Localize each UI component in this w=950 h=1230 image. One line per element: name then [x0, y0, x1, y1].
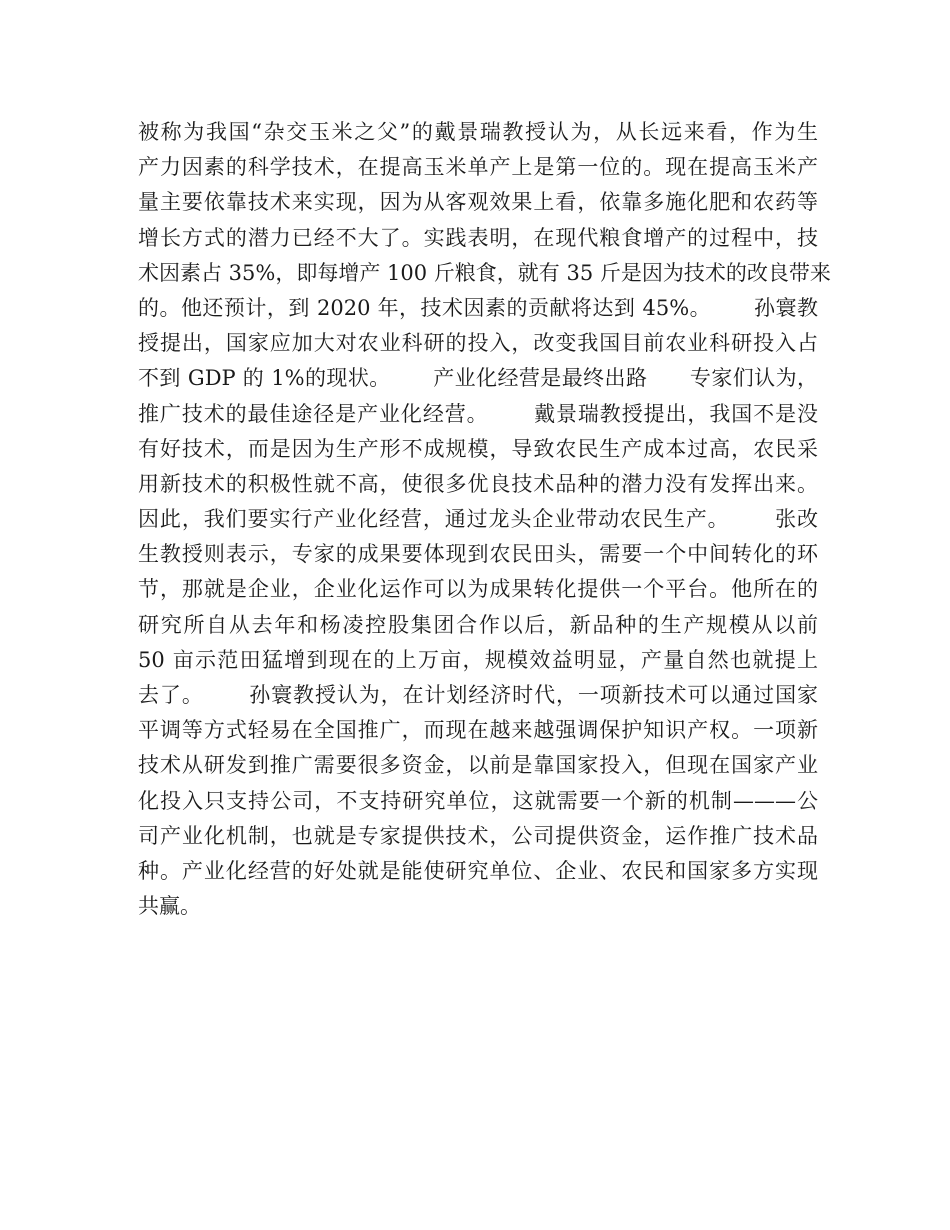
text-line: 因此，我们要实行产业化经营，通过龙头企业带动农民生产。 张改 [138, 507, 818, 532]
text-line: 生教授则表示，专家的成果要体现到农民田头，需要一个中间转化的环 [138, 542, 818, 567]
text-line: 化投入只支持公司，不支持研究单位，这就需要一个新的机制———公 [138, 788, 818, 813]
text-line: 有好技术，而是因为生产形不成规模，导致农民生产成本过高，农民采 [138, 436, 818, 461]
text-line: 节，那就是企业，企业化运作可以为成果转化提供一个平台。他所在的 [138, 577, 818, 602]
text-line: 量主要依靠技术来实现，因为从客观效果上看，依靠多施化肥和农药等 [138, 190, 818, 215]
text-line: 50 亩示范田猛增到现在的上万亩，规模效益明显，产量自然也就提上 [138, 647, 818, 672]
text-line: 不到 GDP 的 1%的现状。 产业化经营是最终出路 专家们认为， [138, 366, 818, 391]
text-line: 技术从研发到推广需要很多资金，以前是靠国家投入，但现在国家产业 [138, 753, 818, 778]
text-line: 被称为我国“杂交玉米之父”的戴景瑞教授认为，从长远来看，作为生 [138, 120, 818, 144]
text-line: 推广技术的最佳途径是产业化经营。 戴景瑞教授提出，我国不是没 [138, 401, 818, 426]
text-line: 种。产业化经营的好处就是能使研究单位、企业、农民和国家多方实现 [138, 858, 818, 883]
text-line: 用新技术的积极性就不高，使很多优良技术品种的潜力没有发挥出来。 [138, 471, 818, 496]
text-line: 平调等方式轻易在全国推广，而现在越来越强调保护知识产权。一项新 [138, 718, 818, 743]
text-line: 授提出，国家应加大对农业科研的投入，改变我国目前农业科研投入占 [138, 331, 818, 356]
text-line: 去了。 孙寰教授认为，在计划经济时代，一项新技术可以通过国家 [138, 683, 818, 707]
text-line: 增长方式的潜力已经不大了。实践表明，在现代粮食增产的过程中，技 [138, 225, 818, 250]
article-body [138, 115, 831, 924]
text-line: 术因素占 35%，即每增产 100 斤粮食，就有 35 斤是因为技术的改良带来 [138, 260, 831, 285]
text-line: 产力因素的科学技术，在提高玉米单产上是第一位的。现在提高玉米产 [138, 155, 818, 180]
text-line: 研究所自从去年和杨凌控股集团合作以后，新品种的生产规模从以前 [138, 612, 818, 637]
text-line: 共赢。 [138, 894, 201, 919]
text-line: 的。他还预计，到 2020 年，技术因素的贡献将达到 45%。 孙寰教 [138, 295, 818, 320]
text-line: 司产业化机制，也就是专家提供技术，公司提供资金，运作推广技术品 [138, 823, 818, 848]
